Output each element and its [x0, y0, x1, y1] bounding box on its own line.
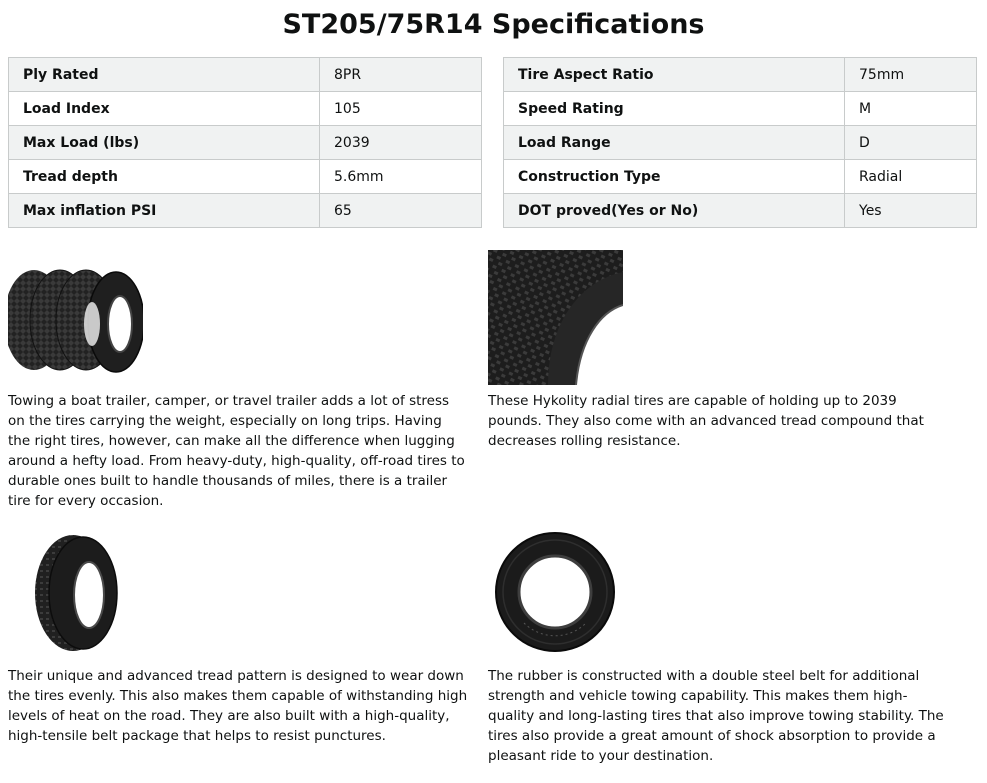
front-tire-image [494, 531, 616, 653]
table-row [9, 126, 482, 160]
spec-label: Max Load (lbs) [9, 126, 320, 160]
spec-value: M [845, 92, 977, 126]
table-row [9, 160, 482, 194]
four-tires-image [8, 268, 143, 378]
table-row [504, 58, 977, 92]
table-row [504, 194, 977, 228]
spec-value: 8PR [320, 58, 482, 92]
angled-tire-image [33, 533, 119, 653]
spec-value: 2039 [320, 126, 482, 160]
spec-label: Ply Rated [9, 58, 320, 92]
feature-description: These Hykolity radial tires are capable of holding up to 2039 pounds. They also come with an advanced tread compound that decreases rolling resistance. [488, 393, 924, 449]
spec-value: 75mm [845, 58, 977, 92]
spec-value: 65 [320, 194, 482, 228]
spec-label: Tread depth [9, 160, 320, 194]
spec-value: 5.6mm [320, 160, 482, 194]
spec-label: Construction Type [504, 160, 845, 194]
feature-description: The rubber is constructed with a double steel belt for additional strength and vehicle towing capability. This makes them high-quality and long-lasting tires that also improve towing stability. The tires also provide a great amount of shock absorption to provide a pleasant ride to your destination. [488, 668, 944, 764]
spec-label: Max inflation PSI [9, 194, 320, 228]
table-row [504, 160, 977, 194]
spec-label: Load Index [9, 92, 320, 126]
spec-value: D [845, 126, 977, 160]
spec-label: Tire Aspect Ratio [504, 58, 845, 92]
page-title: ST205/75R14 Specifications [282, 9, 705, 40]
spec-table-left [8, 57, 482, 228]
tread-closeup-image [488, 250, 623, 385]
spec-value: 105 [320, 92, 482, 126]
feature-description: Towing a boat trailer, camper, or travel trailer adds a lot of stress on the tires carrying the weight, especially on long trips. Having the right tires, however, can make all the difference when lugging around a hefty load. From heavy-duty, high-quality, off-road tires to durable ones built to handle thousands of miles, there is a trailer tire for every occasion. [8, 393, 465, 509]
table-row [9, 194, 482, 228]
spec-label: Speed Rating [504, 92, 845, 126]
spec-label: DOT proved(Yes or No) [504, 194, 845, 228]
table-row [504, 126, 977, 160]
spec-value: Yes [845, 194, 977, 228]
table-row [9, 92, 482, 126]
spec-table-right [503, 57, 977, 228]
feature-description: Their unique and advanced tread pattern is designed to wear down the tires evenly. This also makes them capable of withstanding high levels of heat on the road. They are also built with a high-quality, high-tensile belt package that helps to resist punctures. [8, 668, 468, 744]
spec-label: Load Range [504, 126, 845, 160]
table-row [504, 92, 977, 126]
table-row [9, 58, 482, 92]
spec-value: Radial [845, 160, 977, 194]
